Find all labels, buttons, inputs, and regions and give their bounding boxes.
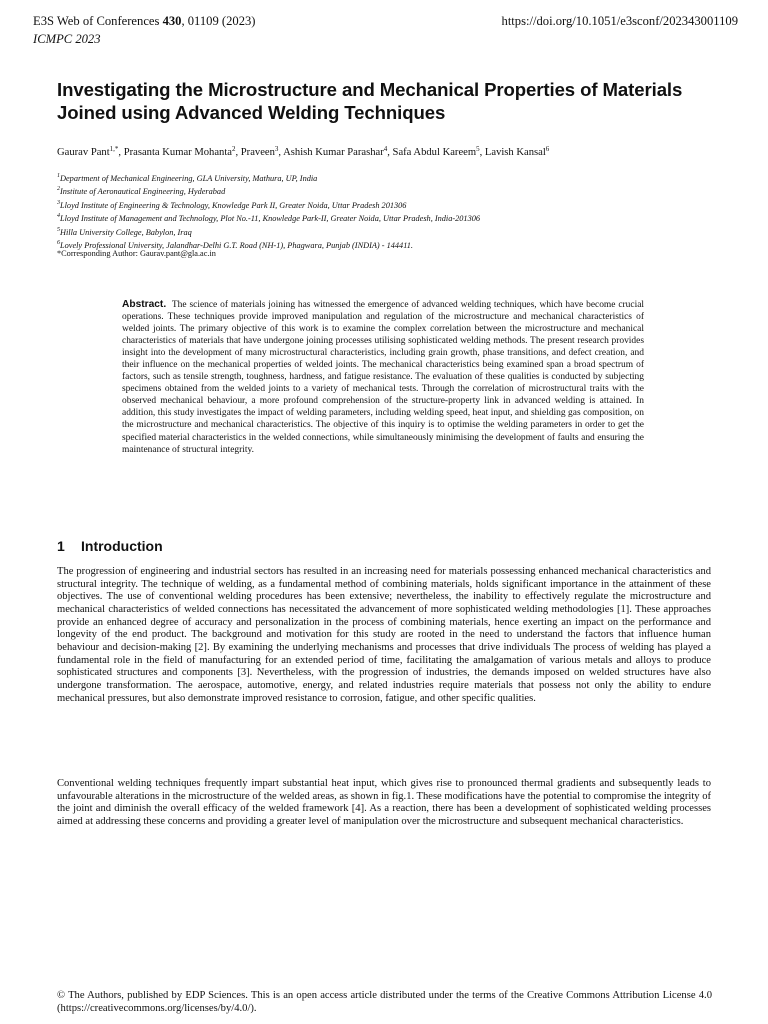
paper-title: Investigating the Microstructure and Mechanical Properties of Materials Joined using Advanced Welding Techniques (57, 79, 683, 123)
affiliation: $^4$Lloyd Institute of Management and Technology, Plot No.-11, Knowledge Park-II, Greater Noida, Uttar Pradesh, India-201306 (57, 213, 481, 224)
affiliation: $^3$Lloyd Institute of Engineering & Technology, Knowledge Park II, Greater Noida, Uttar Pradesh 201306 (57, 199, 407, 210)
author: Praveen$^3$, (240, 145, 284, 158)
running-header (33, 12, 738, 48)
body-paragraph: The progression of engineering and industrial sectors has resulted in an increasing need for materials possessing enhanced mechanical characteristics and structural integrity. The technique of welding, as a fundamental method of combining materials, holds significant importance in the attainment of these objectives. The use of conventional welding procedures has been extensive; nevertheless, the inability to effectively regulate the microstructure and mechanical characteristics of welded connections has necessitated the advancement of more sophisticated welding methodologies [1]. These approaches provide an enhanced degree of accuracy and personalization in the process of combining materials, hence exerting an impact on the performance and longevity of the end product. The background and motivation for this study are rooted in the need to understand the factors that influence human behaviour and decision-making [2]. By examining the underlying mechanisms and processes that drive individuals The process of welding has played a fundamental role in the field of manufacturing for an extended period of time, facilitating the amalgamation of various metals and alloys to produce sophisticated structures and components [3]. Nevertheless, with the progression of industries, the demands imposed on welded structures have also undergone transformation. The aerospace, automotive, energy, and related industries require materials that possess not only the ability to endure mechanical pressures, but also demonstrate improved resistance to corrosion, fatigue, and other specific qualities. (57, 566, 711, 704)
conference-name: ICMPC 2023 (33, 32, 101, 46)
affiliations (57, 171, 480, 252)
section-heading (57, 538, 163, 554)
affiliation: $^6$Lovely Professional University, Jalandhar-Delhi G.T. Road (NH-1), Phagwara, Punjab (INDIA) - 144411. (57, 240, 413, 251)
corresponding-author: *Corresponding Author: Gaurav.pant@gla.ac.in (57, 249, 216, 258)
abstract-label: Abstract. (122, 299, 167, 310)
author: Gaurav Pant$^{1,*}$, (57, 145, 124, 158)
author: Prasanta Kumar Mohanta$^2$, (123, 145, 241, 158)
author: Safa Abdul Kareem$^5$, (392, 145, 485, 158)
body-paragraph: Conventional welding techniques frequently impart substantial heat input, which gives rise to pronounced thermal gradients and subsequently leads to unfavourable alterations in the microstructure of the welded areas, as shown in fig.1. These modifications have the potential to compromise the integrity of the joint and diminish the overall efficacy of the welded framework [4]. As a reaction, there has been a development of sophisticated welding processes aimed at addressing these concerns and providing a greater level of manipulation over the microstructure and subsequent mechanical characteristics. (57, 778, 711, 827)
doi-link[interactable]: https://doi.org/10.1051/e3sconf/202343001109 (501, 14, 738, 28)
author-list (57, 145, 549, 158)
section-title: Introduction (81, 538, 163, 554)
abstract (122, 299, 644, 456)
author: Ashish Kumar Parashar$^4$, (283, 145, 393, 158)
section-number: 1 (57, 538, 65, 554)
abstract-text: The science of materials joining has witnessed the emergence of advanced welding techniques, which have become crucial operations. These techniques provide improved manipulation and regulation of the microstructure and mechanical characteristics of welded joints. The primary objective of this work is to examine the complex correlation between the microstructure and mechanical characteristics of materials that have undergone joining processes utilising sophisticated welding methods. The present research provides insight into the development of many microstructural characteristics, including grain growth, phase transitions, and defect creation, and their influence on the mechanical properties of welded joints. The mechanical characteristics being examined span a broad spectrum of factors, such as tensile strength, toughness, hardness, and fatigue resistance. The evaluation of these qualities is conducted by subjecting specimens obtained from the welded joints to a variety of mechanical tests. Through the correlation of microstructural traits with the observed mechanical behaviour, a more profound comprehension of the structure-property link in advanced welding is attained. In addition, this study investigates the impact of welding parameters, including welding speed, heat input, and shielding gas composition, on the microstructure and mechanical characteristics. The objective of this inquiry is to optimise the welding parameters in order to get the specified material characteristics in the welded connections, while simultaneously minimising the development of faults and ensuring the maintenance of structural integrity. (122, 300, 645, 455)
license-footer: © The Authors, published by EDP Sciences. This is an open access article distributed under the terms of the Creative Commons Attribution License 4.0 (https://creativecommons.org/licenses/by/4.0/). (57, 990, 712, 1014)
affiliation: $^2$Institute of Aeronautical Engineering, Hyderabad (57, 186, 226, 197)
affiliation: $^1$Department of Mechanical Engineering, GLA University, Mathura, UP, India (57, 173, 318, 183)
journal-citation: E3S Web of Conferences 430, 01109 (2023) (33, 14, 256, 28)
affiliation: $^5$Hilla University College, Babylon, Iraq (57, 226, 192, 237)
volume-number: 430 (162, 14, 182, 28)
author: Lavish Kansal$^6$ (484, 145, 550, 158)
